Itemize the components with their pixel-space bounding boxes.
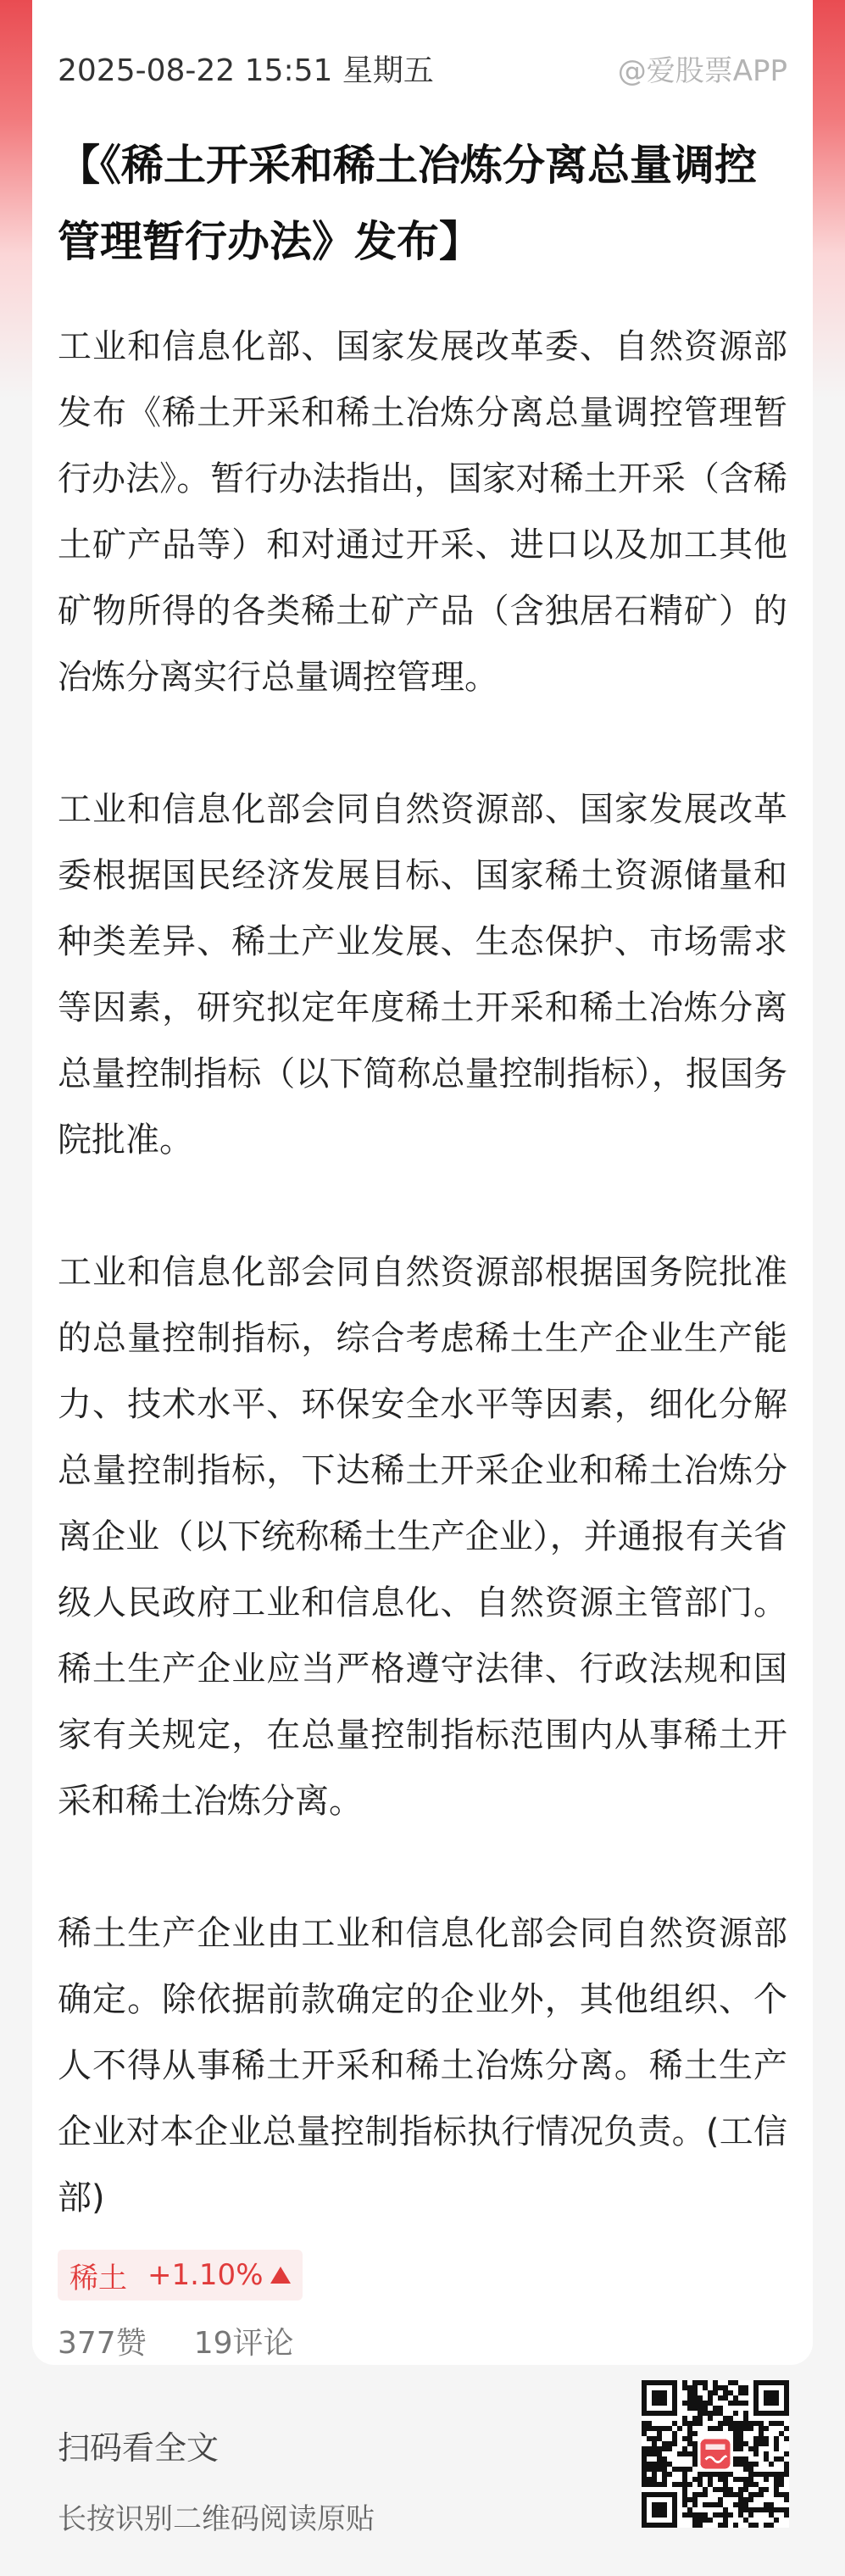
article-body	[58, 314, 787, 2231]
article-paragraph: 工业和信息化部、国家发展改革委、自然资源部发布《稀土开采和稀土冶炼分离总量调控管理暂行办法》。暂行办法指出，国家对稀土开采（含稀土矿产品等）和对通过开采、进口以及加工其他矿物所得的各类稀土矿产品（含独居石精矿）的冶炼分离实行总量调控管理。	[58, 327, 787, 697]
post-source[interactable]: @爱股票APP	[617, 53, 787, 88]
like-count[interactable]: 377赞	[58, 2326, 147, 2361]
stock-change-value: +1.10%	[147, 2258, 264, 2292]
post-timestamp: 2025-08-22 15:51 星期五	[58, 53, 434, 88]
stock-change	[147, 2258, 291, 2292]
share-footer	[32, 2365, 813, 2560]
article-paragraph: 工业和信息化部会同自然资源部、国家发展改革委根据国民经济发展目标、国家稀土资源储量和种类差异、稀土产业发展、生态保护、市场需求等因素，研究拟定年度稀土开采和稀土冶炼分离总量控制指标（以下简称总量控制指标），报国务院批准。	[58, 790, 787, 1160]
up-triangle-icon	[270, 2267, 291, 2284]
stock-tag[interactable]	[58, 2250, 303, 2301]
article-paragraph: 工业和信息化部会同自然资源部根据国务院批准的总量控制指标，综合考虑稀土生产企业生产能力、技术水平、环保安全水平等因素，细化分解总量控制指标，下达稀土开采企业和稀土冶炼分离企业（以下统称稀土生产企业），并通报有关省级人民政府工业和信息化、自然资源主管部门。稀土生产企业应当严格遵守法律、行政法规和国家有关规定，在总量控制指标范围内从事稀土开采和稀土冶炼分离。	[58, 1253, 787, 1821]
engagement-stats	[58, 2319, 787, 2362]
stock-name: 稀土	[69, 2261, 127, 2295]
article-title: 【《稀土开采和稀土冶炼分离总量调控管理暂行办法》发布】	[58, 141, 757, 266]
footer-text	[58, 2424, 375, 2543]
qr-code-icon[interactable]	[642, 2380, 789, 2528]
longpress-prompt: 长按识别二维码阅读原贴	[58, 2502, 375, 2536]
post-card	[32, 0, 813, 2365]
scan-prompt: 扫码看全文	[58, 2429, 220, 2467]
article-paragraph: 稀土生产企业由工业和信息化部会同自然资源部确定。除依据前款确定的企业外，其他组织、个人不得从事稀土开采和稀土冶炼分离。稀土生产企业对本企业总量控制指标执行情况负责。(工信部)	[58, 1914, 787, 2217]
comment-count[interactable]: 19评论	[193, 2326, 294, 2361]
post-meta	[58, 44, 787, 92]
